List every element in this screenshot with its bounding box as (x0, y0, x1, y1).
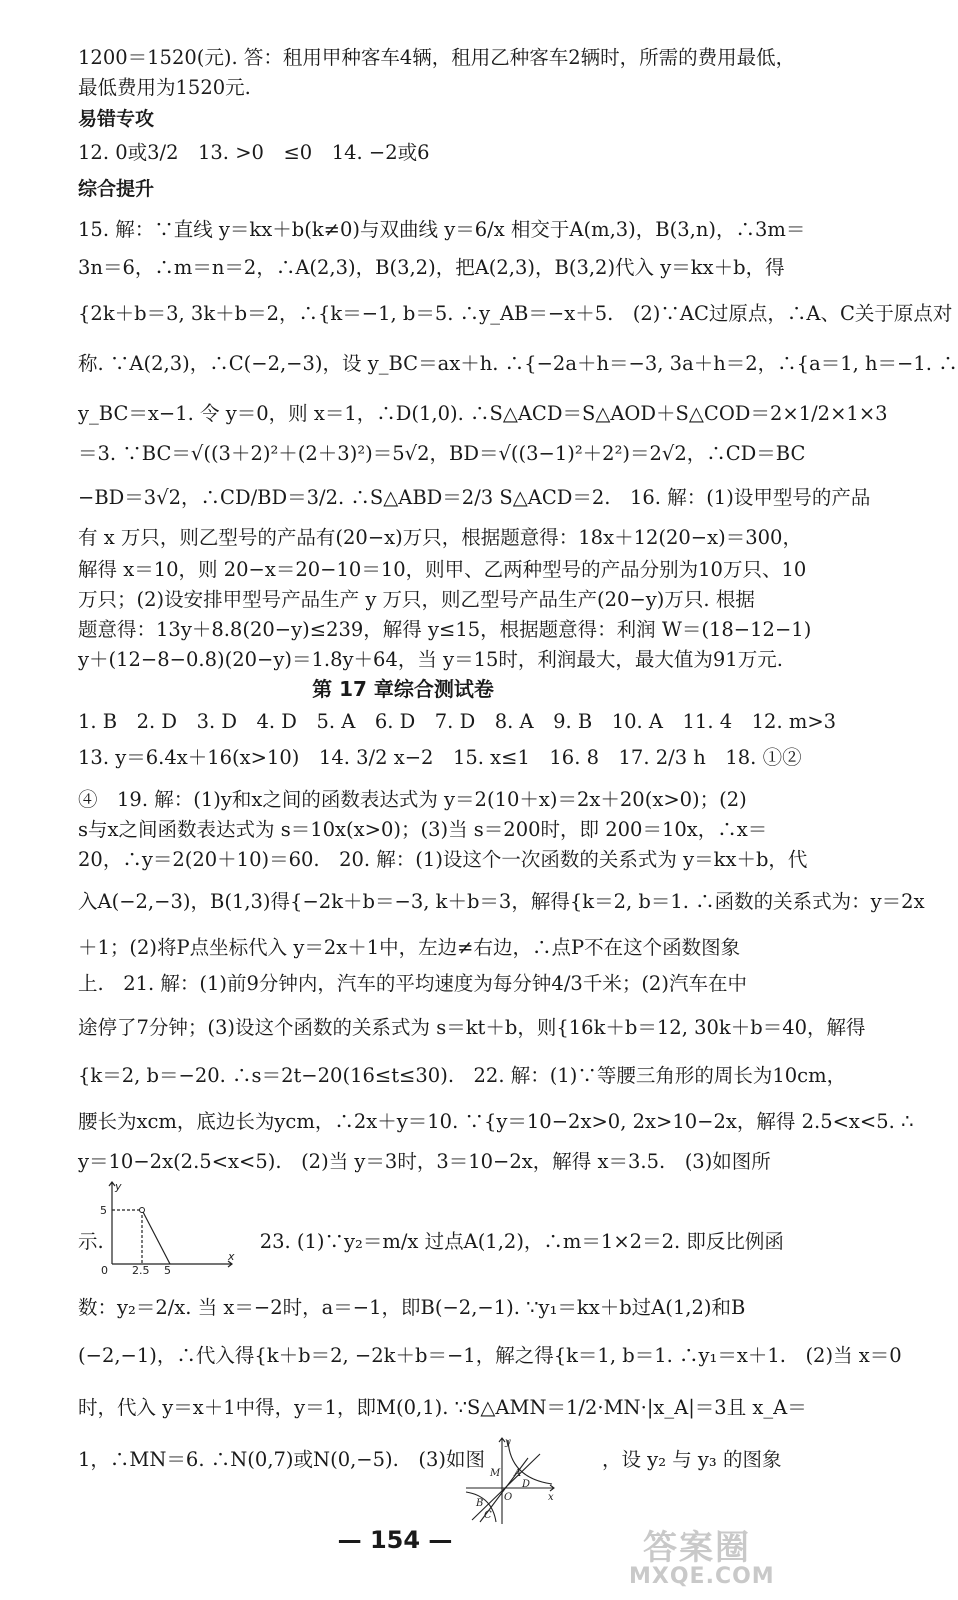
text-line-16: 题意得：13y＋8.8(20−y)≤239，解得 y≤15，根据题意得：利润 W＝(18−12−1) (78, 618, 812, 641)
label-b: B (476, 1498, 484, 1509)
text-line-29: 腰长为xcm，底边长为ycm，∴2x＋y＝10. ∵{y＝10−2x>0, 2x>10−2x，解得 2.5<x<5. ∴ (78, 1110, 914, 1133)
chapter-title: 第 17 章综合测试卷 (312, 677, 494, 701)
x-axis-label: x (228, 1250, 235, 1263)
y-axis-label: y (505, 1437, 511, 1448)
text-line-14: 解得 x＝10，则 20−x＝20−10＝10，则甲、乙两种型号的产品分别为10万只、10 (78, 558, 807, 581)
text-line-25: ＋1；(2)将P点坐标代入 y＝2x＋1中，左边≠右边，∴点P不在这个函数图象 (78, 936, 741, 959)
text-line-7: 3n＝6，∴m＝n＝2，∴A(2,3)，B(3,2)，把A(2,3)，B(3,2)代入 y＝kx＋b，得 (78, 256, 785, 279)
text-line-31: 示. 23. (1)∵y₂＝m/x 过点A(1,2)，∴m＝1×2＝2. 即反比例函 (78, 1230, 784, 1253)
x-axis-label: x (548, 1492, 554, 1503)
y-axis-label: y (115, 1180, 122, 1193)
text-line-20: 13. y＝6.4x＋16(x>10) 14. 3/2 x−2 15. x≤1 16. 8 17. 2/3 h 18. ①② (78, 746, 802, 769)
text-line-22: s与x之间函数表达式为 s＝10x(x>0)；(3)当 s＝200时，即 200＝10x，∴x＝ (78, 818, 768, 841)
x-tick-label-1: 2.5 (132, 1264, 150, 1277)
text-line-24: 入A(−2,−3)，B(1,3)得{−2k＋b＝−3, k＋b＝3，解得{k＝2, b＝1. ∴函数的关系式为：y＝2x (78, 890, 925, 913)
text-line-1: 1200＝1520(元). 答：租用甲种客车4辆，租用乙种客车2辆时，所需的费用最低， (78, 46, 796, 69)
text-line-11: ＝3. ∵BC＝√((3＋2)²＋(2＋3)²)＝5√2，BD＝√((3−1)²＋2²)＝2√2，∴CD＝BC (78, 442, 806, 465)
text-line-17: y＋(12−8−0.8)(20−y)＝1.8y＋64，当 y＝15时，利润最大，最大值为91万元. (78, 648, 783, 671)
text-line-15: 万只；(2)设安排甲型号产品生产 y 万只，则乙型号产品生产(20−y)万只. 根据 (78, 588, 755, 611)
label-a: A (514, 1468, 522, 1479)
text-line-23: 20，∴y＝2(20＋10)＝60. 20. 解：(1)设这个一次函数的关系式为 y＝kx＋b，代 (78, 848, 808, 871)
piecewise-graph-figure (92, 1176, 240, 1277)
hyperbola-graph-figure (462, 1434, 558, 1526)
text-line-6: 15. 解：∵直线 y＝kx＋b(k≠0)与双曲线 y＝6/x 相交于A(m,3)，B(3,n)，∴3m＝ (78, 218, 806, 241)
text-line-8: {2k＋b＝3, 3k＋b＝2，∴{k＝−1, b＝5. ∴y_AB＝−x＋5. (2)∵AC过原点，∴A、C关于原点对 (78, 302, 953, 325)
text-line-34: 时，代入 y＝x＋1中得，y＝1，即M(0,1). ∵S△AMN＝1/2·MN·|x_A|＝3且 x_A＝ (78, 1396, 807, 1419)
y-tick-label: 5 (100, 1204, 107, 1217)
label-o: O (504, 1492, 513, 1503)
text-line-19: 1. B 2. D 3. D 4. D 5. A 6. D 7. D 8. A 9. B 10. A 11. 4 12. m>3 (78, 710, 837, 733)
label-c: C (484, 1510, 492, 1521)
open-endpoint (140, 1208, 145, 1213)
text-line-4: 12. 0或3/2 13. >0 ≤0 14. −2或6 (78, 141, 430, 164)
text-line-10: y_BC＝x−1. 令 y＝0，则 x＝1，∴D(1,0). ∴S△ACD＝S△AOD＋S△COD＝2×1/2×1×3 (78, 402, 888, 425)
watermark (625, 1518, 775, 1596)
text-line-32: 数：y₂＝2/x. 当 x＝−2时，a＝−1，即B(−2,−1). ∵y₁＝kx＋b过A(1,2)和B (78, 1296, 746, 1319)
text-line-9: 称. ∵A(2,3)，∴C(−2,−3)，设 y_BC＝ax＋h. ∴{−2a＋h＝−3, 3a＋h＝2，∴{a＝1, h＝−1. ∴ (78, 352, 958, 375)
label-d: D (522, 1479, 531, 1490)
text-line-26: 上. 21. 解：(1)前9分钟内，汽车的平均速度为每分钟4/3千米；(2)汽车在中 (78, 972, 747, 995)
section-heading-errors: 易错专攻 (78, 108, 155, 130)
section-heading-advanced: 综合提升 (78, 178, 155, 200)
text-line-33: (−2,−1)，∴代入得{k＋b＝2, −2k＋b＝−1，解之得{k＝1, b＝1. ∴y₁＝x＋1. (2)当 x＝0 (78, 1344, 902, 1367)
text-line-21: ④ 19. 解：(1)y和x之间的函数表达式为 y＝2(10＋x)＝2x＋20(x>0)；(2) (78, 788, 747, 811)
x-tick-label-2: 5 (164, 1264, 171, 1277)
watermark-logo-text: 答案圈 (643, 1528, 751, 1568)
watermark-url: MXQE.COM (629, 1564, 775, 1589)
text-line-28: {k＝2, b＝−20. ∴s＝2t−20(16≤t≤30). 22. 解：(1)∵等腰三角形的周长为10cm， (78, 1064, 847, 1087)
graph-segment (142, 1210, 170, 1264)
text-line-30: y＝10−2x(2.5<x<5). (2)当 y＝3时，3＝10−2x，解得 x＝3.5. (3)如图所 (78, 1150, 771, 1173)
text-line-13: 有 x 万只，则乙型号的产品有(20−x)万只，根据题意得：18x＋12(20−x)＝300， (78, 526, 802, 549)
text-line-12: −BD＝3√2，∴CD/BD＝3/2. ∴S△ABD＝2/3 S△ACD＝2. 16. 解：(1)设甲型号的产品 (78, 486, 871, 509)
text-line-2: 最低费用为1520元. (78, 76, 251, 99)
text-line-27: 途停了7分钟；(3)设这个函数的关系式为 s＝kt＋b，则{16k＋b＝12, 30k＋b＝40，解得 (78, 1016, 866, 1039)
page-number: — 154 — (337, 1526, 453, 1554)
text-line-35: 1，∴MN＝6. ∴N(0,7)或N(0,−5). (3)如图 ，设 y₂ 与 y₃ 的图象 (78, 1448, 782, 1471)
label-m: M (490, 1468, 501, 1479)
origin-label: 0 (101, 1264, 108, 1277)
